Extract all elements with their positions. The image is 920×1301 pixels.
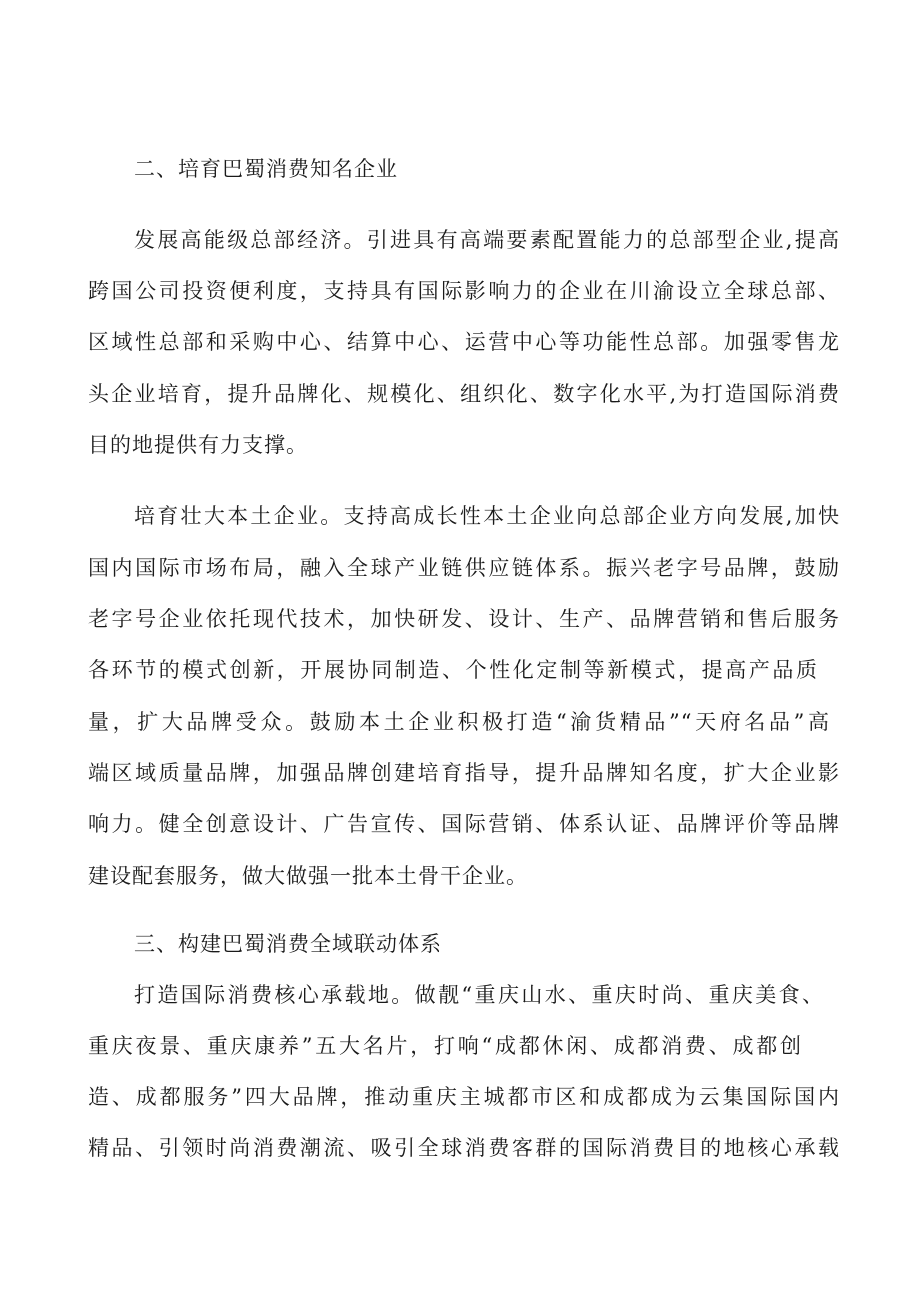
- section-heading-2: 二、培育巴蜀消费知名企业: [134, 157, 398, 181]
- paragraph-line: 目的地提供有力支撑。: [88, 433, 308, 457]
- paragraph-line: 精品、引领时尚消费潮流、吸引全球消费客群的国际消费目的地核心承载: [88, 1136, 840, 1160]
- paragraph-line: 量，扩大品牌受众。鼓励本土企业积极打造“渝货精品”“天府名品”高: [88, 710, 830, 734]
- section-heading-3: 三、构建巴蜀消费全域联动体系: [134, 932, 442, 956]
- paragraph-line: 培育壮大本土企业。支持高成长性本土企业向总部企业方向发展,加快: [134, 504, 840, 528]
- paragraph-line: 各环节的模式创新，开展协同制造、个性化定制等新模式，提高产品质: [88, 658, 818, 682]
- paragraph-line: 端区域质量品牌，加强品牌创建培育指导，提升品牌知名度，扩大企业影: [88, 761, 840, 785]
- paragraph-line: 国内国际市场布局，融入全球产业链供应链体系。振兴老字号品牌，鼓励: [88, 556, 840, 580]
- paragraph-line: 发展高能级总部经济。引进具有高端要素配置能力的总部型企业,提高: [134, 228, 840, 252]
- paragraph-line: 老字号企业依托现代技术，加快研发、设计、生产、品牌营销和售后服务: [88, 607, 840, 631]
- paragraph-line: 打造国际消费核心承载地。做靓“重庆山水、重庆时尚、重庆美食、: [134, 983, 824, 1007]
- paragraph-line: 区域性总部和采购中心、结算中心、运营中心等功能性总部。加强零售龙: [88, 330, 840, 354]
- paragraph-line: 响力。健全创意设计、广告宣传、国际营销、体系认证、品牌评价等品牌: [88, 812, 840, 836]
- paragraph-line: 重庆夜景、重庆康养”五大名片，打响“成都休闲、成都消费、成都创: [88, 1034, 802, 1058]
- paragraph-line: 造、成都服务”四大品牌，推动重庆主城都市区和成都成为云集国际国内: [88, 1085, 840, 1109]
- paragraph-line: 建设配套服务，做大做强一批本土骨干企业。: [88, 864, 528, 888]
- paragraph-line: 头企业培育，提升品牌化、规模化、组织化、数字化水平,为打造国际消费: [88, 382, 840, 406]
- paragraph-line: 跨国公司投资便利度，支持具有国际影响力的企业在川渝设立全球总部、: [88, 279, 840, 303]
